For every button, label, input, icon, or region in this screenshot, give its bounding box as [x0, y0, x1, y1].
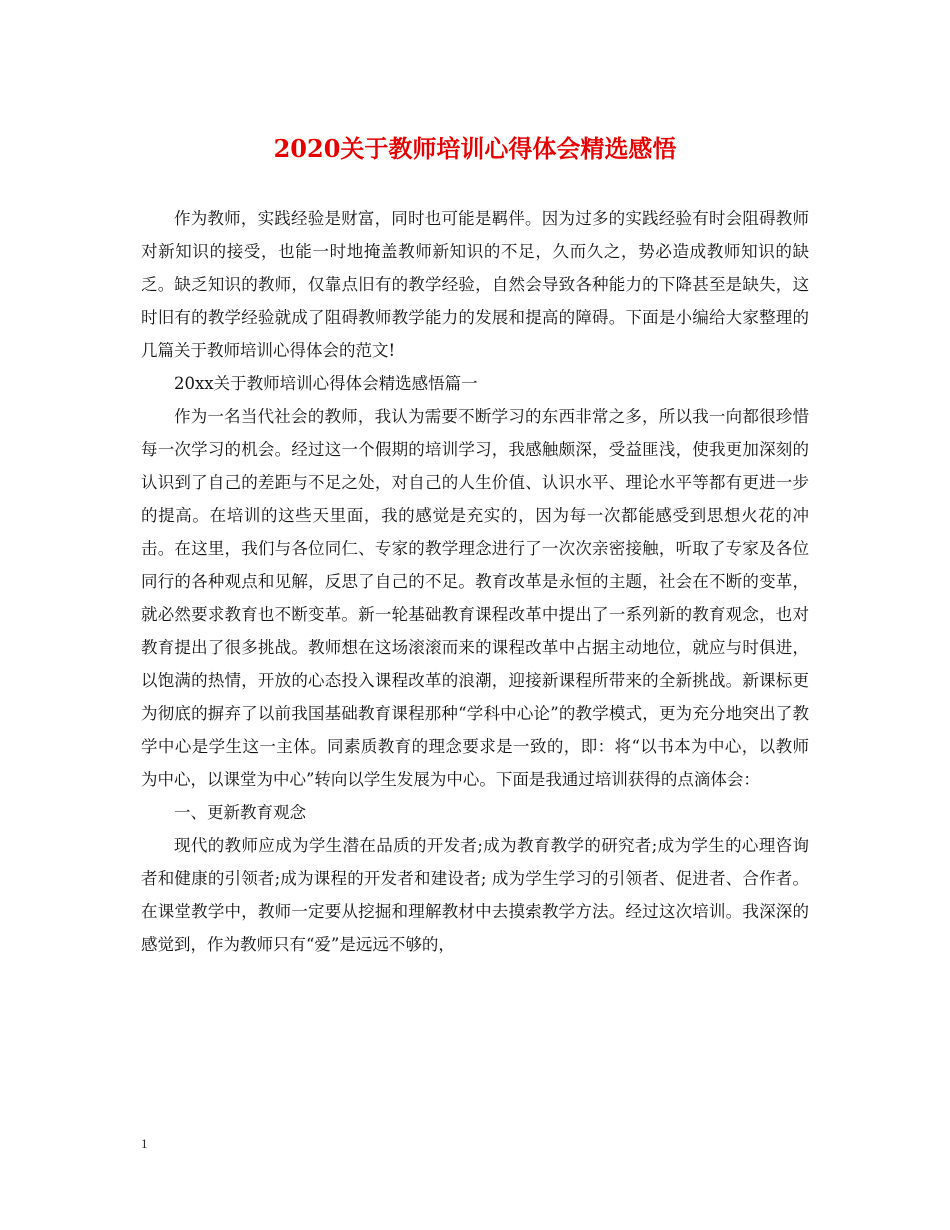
document-title: 2020关于教师培训心得体会精选感悟	[273, 134, 677, 163]
body-paragraph: 作为一名当代社会的教师，我认为需要不断学习的东西非常之多，所以我一向都很珍惜每一次学习的机会。经过这一个假期的培训学习，我感触颇深，受益匪浅，使我更加深刻的认识到了自己的差距与不足之处，对自己的人生价值、认识水平、理论水平等都有更进一步的提高。在培训的这些天里面，我的感觉是充实的，因为每一次都能感受到思想火花的冲击。在这里，我们与各位同仁、专家的教学理念进行了一次次亲密接触，听取了专家及各位同行的各种观点和见解，反思了自己的不足。教育改革是永恒的主题，社会在不断的变革，就必然要求教育也不断变革。新一轮基础教育课程改革中提出了一系列新的教育观念，也对教育提出了很多挑战。教师想在这场滚滚而来的课程改革中占据主动地位，就应与时俱进，以饱满的热情，开放的心态投入课程改革的浪潮，迎接新课程所带来的全新挑战。新课标更为彻底的摒弃了以前我国基础教育课程那种“学科中心论”的教学模式，更为充分地突出了教学中心是学生这一主体。同素质教育的理念要求是一致的，即：将“以书本为中心，以教师为中心，以课堂为中心”转向以学生发展为中心。下面是我通过培训获得的点滴体会：	[141, 407, 809, 789]
subsection-heading: 一、更新教育观念	[174, 803, 306, 822]
section-heading: 20xx关于教师培训心得体会精选感悟篇一	[174, 374, 478, 393]
body-paragraph: 现代的教师应成为学生潜在品质的开发者;成为教育教学的研究者;成为学生的心理咨询者和健康的引领者;成为课程的开发者和建设者; 成为学生学习的引领者、促进者、合作者。在课堂教学中，教师一定要从挖掘和理解教材中去摸索教学方法。经过这次培训。我深深的感觉到，作为教师只有“爱”是远远不够的，	[141, 836, 809, 954]
document-body	[141, 202, 809, 961]
page-number: 1	[141, 1136, 148, 1151]
intro-paragraph: 作为教师，实践经验是财富，同时也可能是羁伴。因为过多的实践经验有时会阻碍教师对新知识的接受，也能一时地掩盖教师新知识的不足，久而久之，势必造成教师知识的缺乏。缺乏知识的教师，仅靠点旧有的教学经验，自然会导致各种能力的下降甚至是缺失，这时旧有的教学经验就成了阻碍教师教学能力的发展和提高的障碍。下面是小编给大家整理的几篇关于教师培训心得体会的范文!	[141, 209, 809, 360]
